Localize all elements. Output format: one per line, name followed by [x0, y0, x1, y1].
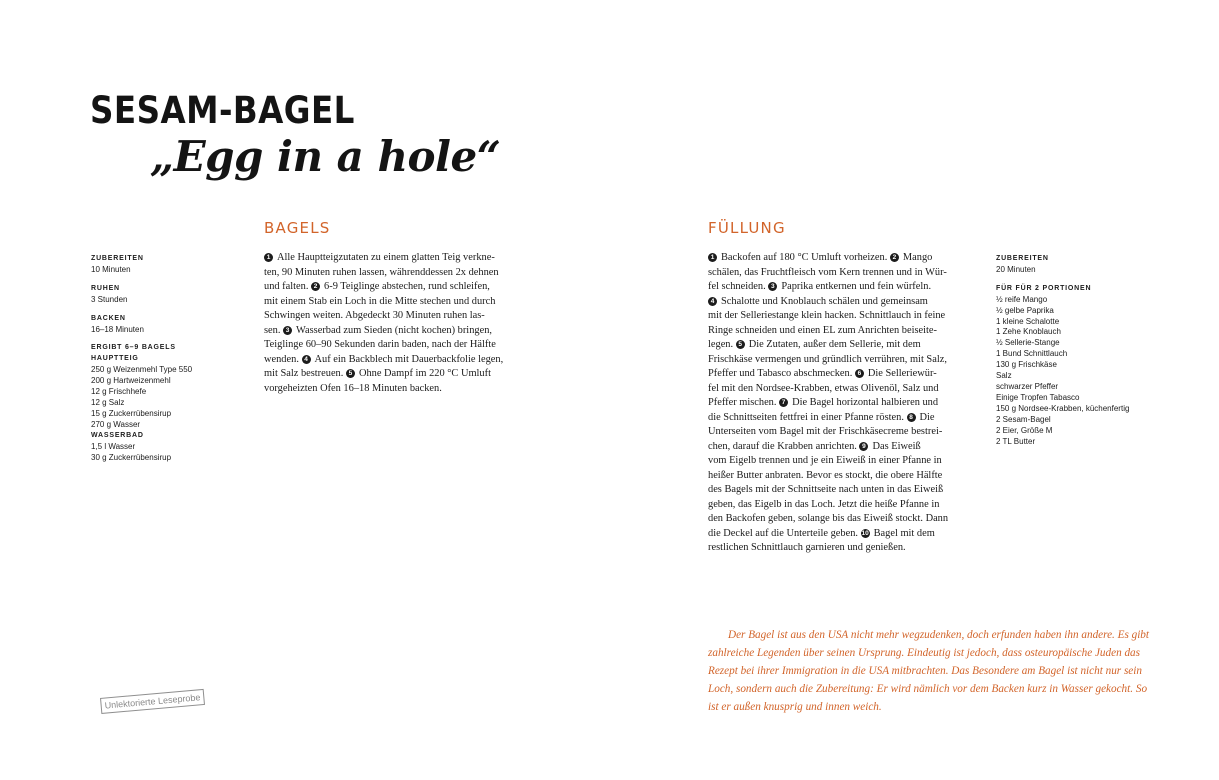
step-text: Die	[919, 411, 935, 423]
filling-ingredient-item: 1 kleine Schalotte	[996, 316, 1060, 326]
dough-ingredient-item: 200 g Hartweizenmehl	[91, 376, 171, 386]
rest-time-value: 3 Stunden	[91, 294, 128, 304]
filling-ingredient-item: 130 g Frischkäse	[996, 360, 1057, 370]
filling-prep-time-label: ZUBEREITEN	[996, 255, 1049, 262]
bagels-text-line	[264, 382, 503, 397]
filling-ingredient-item: schwarzer Pfeffer	[996, 381, 1059, 391]
portions-label: FÜR FÜR 2 PORTIONEN	[996, 284, 1092, 292]
filling-text-line	[708, 527, 948, 542]
dough-ingredient-item: 270 g Wasser	[91, 419, 141, 429]
filling-ingredient-item: 1 Zehe Knoblauch	[996, 327, 1061, 337]
filling-ingredient-item: 2 Sesam-Bagel	[996, 414, 1051, 424]
dough-ingredient-item: 250 g Weizenmehl Type 550	[91, 365, 193, 375]
bagels-instructions	[264, 251, 503, 396]
bagels-ingredients-sidebar	[91, 254, 192, 471]
bagels-text-line	[264, 295, 503, 310]
step-text: Schwingen weiten. Abgedeckt 30 Minuten ruhen las-	[264, 310, 485, 321]
filling-text-line	[708, 425, 948, 440]
step-text: Mango	[902, 252, 933, 263]
step-text: Paprika entkernen und fein würfeln.	[781, 281, 932, 292]
step-number-badge: 6	[855, 369, 864, 378]
filling-ingredient-item: ½ gelbe Paprika	[996, 305, 1054, 315]
bagels-text-line	[264, 266, 503, 281]
step-text: chen, darauf die Krabben anrichten.	[708, 440, 860, 452]
step-text: mit einem Stab ein Loch in die Mitte stechen und durch	[264, 295, 496, 307]
filling-text-line	[708, 498, 948, 513]
water-bath-ingredient-list	[91, 442, 192, 464]
intro-line: Loch, sondern auch die Zubereitung: Er wird nämlich vor dem Backen kurz in Wasser gekocht. So	[708, 683, 1148, 695]
bake-time-label: BACKEN	[91, 314, 126, 322]
step-text: Die Bagel horizontal halbieren und	[792, 397, 939, 408]
bagels-text-line	[264, 353, 503, 368]
filling-text-line	[708, 353, 948, 368]
filling-ingredient-item: 1 Bund Schnittlauch	[996, 349, 1068, 359]
recipe-title: SESAM-BAGEL	[90, 89, 355, 132]
step-number-badge: 4	[302, 355, 311, 364]
filling-text-line	[708, 541, 948, 556]
step-text: Alle Hauptteigzutaten zu einem glatten Teig verkne-	[277, 252, 495, 263]
filling-instructions	[708, 251, 948, 556]
step-number-badge: 1	[264, 253, 273, 262]
step-text: Pfeffer und Tabasco abschmecken.	[708, 368, 855, 379]
step-text: legen.	[708, 339, 736, 350]
step-text: vorgeheizten Ofen 16–18 Minuten backen.	[264, 382, 442, 394]
step-number-badge: 9	[859, 442, 868, 451]
step-text: und falten.	[264, 281, 312, 292]
dough-ingredient-item: 12 g Salz	[91, 397, 125, 407]
filling-text-line	[708, 266, 948, 281]
bagels-text-line	[264, 338, 503, 353]
step-text: sen.	[264, 324, 284, 336]
dough-ingredient-item: 15 g Zuckerrübensirup	[91, 408, 172, 418]
step-number-badge: 5	[736, 340, 745, 349]
rest-time-label: RUHEN	[91, 284, 120, 292]
step-text: Die Zutaten, außer dem Sellerie, mit dem	[748, 339, 921, 350]
step-text: Teiglinge 60–90 Sekunden darin baden, nach der Hälfte	[264, 339, 496, 350]
dough-ingredient-item: 12 g Frischhefe	[91, 387, 147, 397]
intro-line: Der Bagel ist aus den USA nicht mehr wegzudenken, doch erfunden haben ihn andere. Es gibt	[728, 629, 1150, 641]
filling-text-line	[708, 469, 948, 484]
filling-ingredient-item: 150 g Nordsee-Krabben, küchenfertig	[996, 403, 1130, 413]
filling-heading: FÜLLUNG	[708, 219, 786, 237]
step-text: Bagel mit dem	[873, 527, 935, 539]
filling-ingredient-item: 2 TL Butter	[996, 436, 1036, 446]
step-text: Die Selleriewür-	[867, 368, 937, 379]
filling-ingredient-item: ½ Sellerie-Stange	[996, 338, 1060, 348]
filling-text-line	[708, 251, 948, 266]
step-number-badge: 4	[708, 297, 717, 306]
step-number-badge: 2	[311, 282, 320, 291]
bagels-heading: BAGELS	[264, 219, 331, 237]
step-text: Schalotte und Knoblauch schälen und gemeinsam	[721, 295, 928, 307]
step-number-badge: 3	[283, 326, 292, 335]
yield-label: ERGIBT 6–9 BAGELS	[91, 344, 176, 352]
step-text: vom Eigelb trennen und je ein Eiweiß in einer Pfanne in	[708, 455, 942, 466]
step-number-badge: 2	[890, 253, 899, 262]
filling-text-line	[708, 338, 948, 353]
step-text: des Bagels mit der Schnittseite nach unten in das Eiweiß	[708, 484, 944, 495]
filling-text-line	[708, 512, 948, 527]
filling-text-line	[708, 309, 948, 324]
bagels-text-line	[264, 309, 503, 324]
step-text: fel mit den Nordsee-Krabben, etwas Olivenöl, Salz und	[708, 382, 939, 394]
step-text: 6-9 Teiglinge abstechen, rund schleifen,	[324, 281, 490, 292]
bagels-text-line	[264, 367, 503, 382]
bagels-text-line	[264, 251, 503, 266]
step-text: die Schnittseiten fettfrei in einer Pfanne rösten.	[708, 411, 907, 423]
step-text: geben, das Eigelb in das Loch. Jetzt die heiße Pfanne in	[708, 498, 940, 510]
filling-ingredient-item: Salz	[996, 371, 1012, 381]
bake-time-value: 16–18 Minuten	[91, 324, 144, 334]
recipe-intro	[708, 626, 1168, 716]
step-text: Backofen auf 180 °C Umluft vorheizen.	[721, 252, 890, 263]
intro-line: Rezept bei ihrer Immigration in die USA mitbrachten. Das Besondere am Bagel ist nicht nur sein	[708, 665, 1142, 677]
step-text: den Backofen geben, solange bis das Eiweiß stockt. Dann	[708, 513, 949, 524]
water-bath-ingredient-item: 1,5 l Wasser	[91, 441, 136, 451]
step-text: schälen, das Fruchtfleisch vom Kern trennen und in Wür-	[708, 266, 947, 278]
step-text: Ringe schneiden und einen EL zum Anrichten beiseite-	[708, 324, 938, 336]
filling-ingredient-item: Einige Tropfen Tabasco	[996, 392, 1080, 402]
step-text: mit Salz bestreuen.	[264, 368, 346, 379]
step-text: wenden.	[264, 353, 302, 365]
filling-text-line	[708, 483, 948, 498]
filling-text-line	[708, 367, 948, 382]
step-text: restlichen Schnittlauch garnieren und genießen.	[708, 542, 906, 553]
step-number-badge: 10	[861, 529, 869, 537]
prep-time-value: 10 Minuten	[91, 264, 131, 274]
water-bath-ingredient-item: 30 g Zuckerrübensirup	[91, 452, 172, 462]
step-text: Das Eiweiß	[872, 440, 921, 452]
step-text: Ohne Dampf im 220 °C Umluft	[358, 368, 491, 379]
step-number-badge: 5	[346, 369, 355, 378]
step-number-badge: 8	[907, 413, 916, 422]
step-text: Auf ein Backblech mit Dauerbackfolie legen,	[314, 353, 504, 365]
bagels-text-line	[264, 324, 503, 339]
step-number-badge: 3	[768, 282, 777, 291]
bagels-text-line	[264, 280, 503, 295]
filling-text-line	[708, 324, 948, 339]
filling-ingredient-list	[996, 295, 1129, 448]
filling-ingredients-sidebar	[996, 254, 1129, 455]
step-text: fel schneiden.	[708, 281, 769, 292]
dough-label: HAUPTTEIG	[91, 355, 139, 363]
prep-time-label: ZUBEREITEN	[91, 255, 144, 262]
filling-text-line	[708, 440, 948, 455]
step-text: Pfeffer mischen.	[708, 397, 780, 408]
filling-text-line	[708, 411, 948, 426]
filling-ingredient-item: 2 Eier, Größe M	[996, 425, 1053, 435]
intro-line: zahlreiche Legenden über seinen Ursprung. Eindeutig ist jedoch, dass osteuropäische Juden das	[708, 647, 1141, 659]
filling-ingredient-item: ½ reife Mango	[996, 294, 1048, 304]
dough-ingredient-list	[91, 365, 192, 430]
filling-text-line	[708, 396, 948, 411]
filling-text-line	[708, 454, 948, 469]
filling-text-line	[708, 382, 948, 397]
step-text: ten, 90 Minuten ruhen lassen, währenddessen 2x dehnen	[264, 266, 499, 278]
step-text: die Deckel auf die Unterteile geben.	[708, 527, 861, 539]
filling-prep-time-value: 20 Minuten	[996, 264, 1036, 274]
step-number-badge: 1	[708, 253, 717, 262]
intro-line: ist er außen knusprig und innen weich.	[708, 701, 882, 713]
step-text: Wasserbad zum Sieden (nicht kochen) bringen,	[296, 324, 492, 336]
step-text: mit der Selleriestange klein hacken. Schnittlauch in feine	[708, 310, 946, 321]
preview-stamp: Unlektorierte Leseprobe	[100, 689, 205, 714]
filling-text-line	[708, 280, 948, 295]
step-number-badge: 7	[779, 398, 788, 407]
step-text: Frischkäse vermengen und gründlich verrühren, mit Salz,	[708, 353, 947, 365]
water-bath-label: WASSERBAD	[91, 431, 144, 439]
recipe-subtitle: „Egg in a hole“	[150, 132, 501, 181]
filling-text-line	[708, 295, 948, 310]
step-text: Unterseiten vom Bagel mit der Frischkäsecreme bestrei-	[708, 426, 943, 437]
step-text: heißer Butter anbraten. Bevor es stockt, die obere Hälfte	[708, 469, 943, 481]
